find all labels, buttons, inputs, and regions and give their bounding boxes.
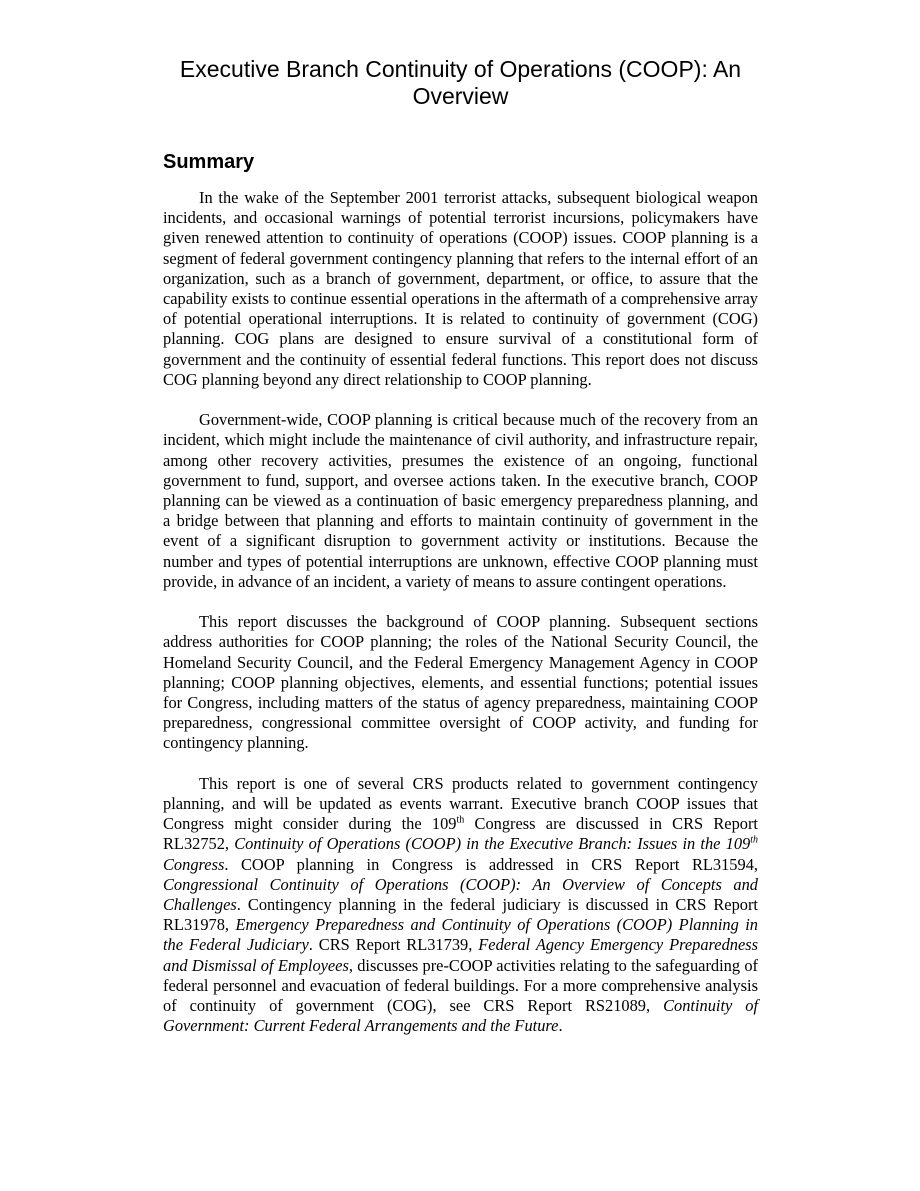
paragraph-4-text: , discusses pre-COOP activities relating to the safeguarding of federal personnel and evacuation of federal buildings. For a more comprehensive analysis of continuity of government (COG), see CRS Report RS21089, xyxy=(163,955,758,1016)
report-title-rl32752: Continuity of Operations (COOP) in the Executive Branch: Issues in the 109th Congress xyxy=(163,834,758,874)
paragraph-4-text: . COOP planning in Congress is addressed in CRS Report RL31594, xyxy=(224,854,758,874)
report-title-rl31739: Federal Agency Emergency Preparedness and Dismissal of Employees xyxy=(163,935,758,975)
paragraph-4-text: . Contingency planning in the federal judiciary is discussed in CRS Report RL31978, xyxy=(163,895,758,935)
paragraph-4-text: . xyxy=(558,1016,563,1036)
paragraph-4-text: . CRS Report RL31739, xyxy=(308,935,479,955)
paragraph-4-text: Congress are discussed in CRS Report RL32752, xyxy=(163,814,758,854)
report-title-rl31978: Emergency Preparedness and Continuity of Operations (COOP) Planning in the Federal Judiciary xyxy=(163,915,758,955)
ordinal-suffix: th xyxy=(456,814,465,826)
paragraph-2: Government-wide, COOP planning is critical because much of the recovery from an incident, which might include the maintenance of civil authority, and infrastructure repair, among other recovery activities, presumes the existence of an ongoing, functional government to fund, support, and oversee actions taken. In the executive branch, COOP planning can be viewed as a continuation of basic emergency preparedness planning, and a bridge between that planning and efforts to maintain continuity of government in the event of a significant disruption to government activity or institutions. Because the number and types of potential interruptions are unknown, effective COOP planning must provide, in advance of an incident, a variety of means to assure contingent operations. xyxy=(163,410,758,591)
paragraph-4 xyxy=(163,774,758,1037)
paragraph-3: This report discusses the background of COOP planning. Subsequent sections address authorities for COOP planning; the roles of the National Security Council, the Homeland Security Council, and the Federal Emergency Management Agency in COOP planning; COOP planning objectives, elements, and essential functions; potential issues for Congress, including matters of the status of agency preparedness, maintaining COOP preparedness, congressional committee oversight of COOP activity, and funding for contingency planning. xyxy=(163,612,758,753)
document-page xyxy=(163,56,758,1036)
ordinal-suffix: th xyxy=(750,834,758,846)
report-title-rs21089: Continuity of Government: Current Federal Arrangements and the Future xyxy=(163,996,759,1036)
paragraph-4-text: This report is one of several CRS products related to government contingency planning, and will be updated as events warrant. Executive branch COOP issues that Congress might consider during the 109 xyxy=(163,773,758,834)
summary-heading: Summary xyxy=(163,151,255,173)
report-title-rl31594: Congressional Continuity of Operations (COOP): An Overview of Concepts and Challenges xyxy=(163,874,758,915)
summary-body xyxy=(163,188,758,1036)
paragraph-1: In the wake of the September 2001 terrorist attacks, subsequent biological weapon incidents, and occasional warnings of potential terrorist incursions, policymakers have given renewed attention to continuity of operations (COOP) issues. COOP planning is a segment of federal government contingency planning that refers to the internal effort of an organization, such as a branch of government, department, or office, to assure that the capability exists to continue essential operations in the aftermath of a comprehensive array of potential operational interruptions. It is related to continuity of government (COG) planning. COG plans are designed to ensure survival of a constitutional form of government and the continuity of essential federal functions. This report does not discuss COG planning beyond any direct relationship to COOP planning. xyxy=(163,188,758,389)
document-title: Executive Branch Continuity of Operations (COOP): An Overview xyxy=(179,56,742,109)
